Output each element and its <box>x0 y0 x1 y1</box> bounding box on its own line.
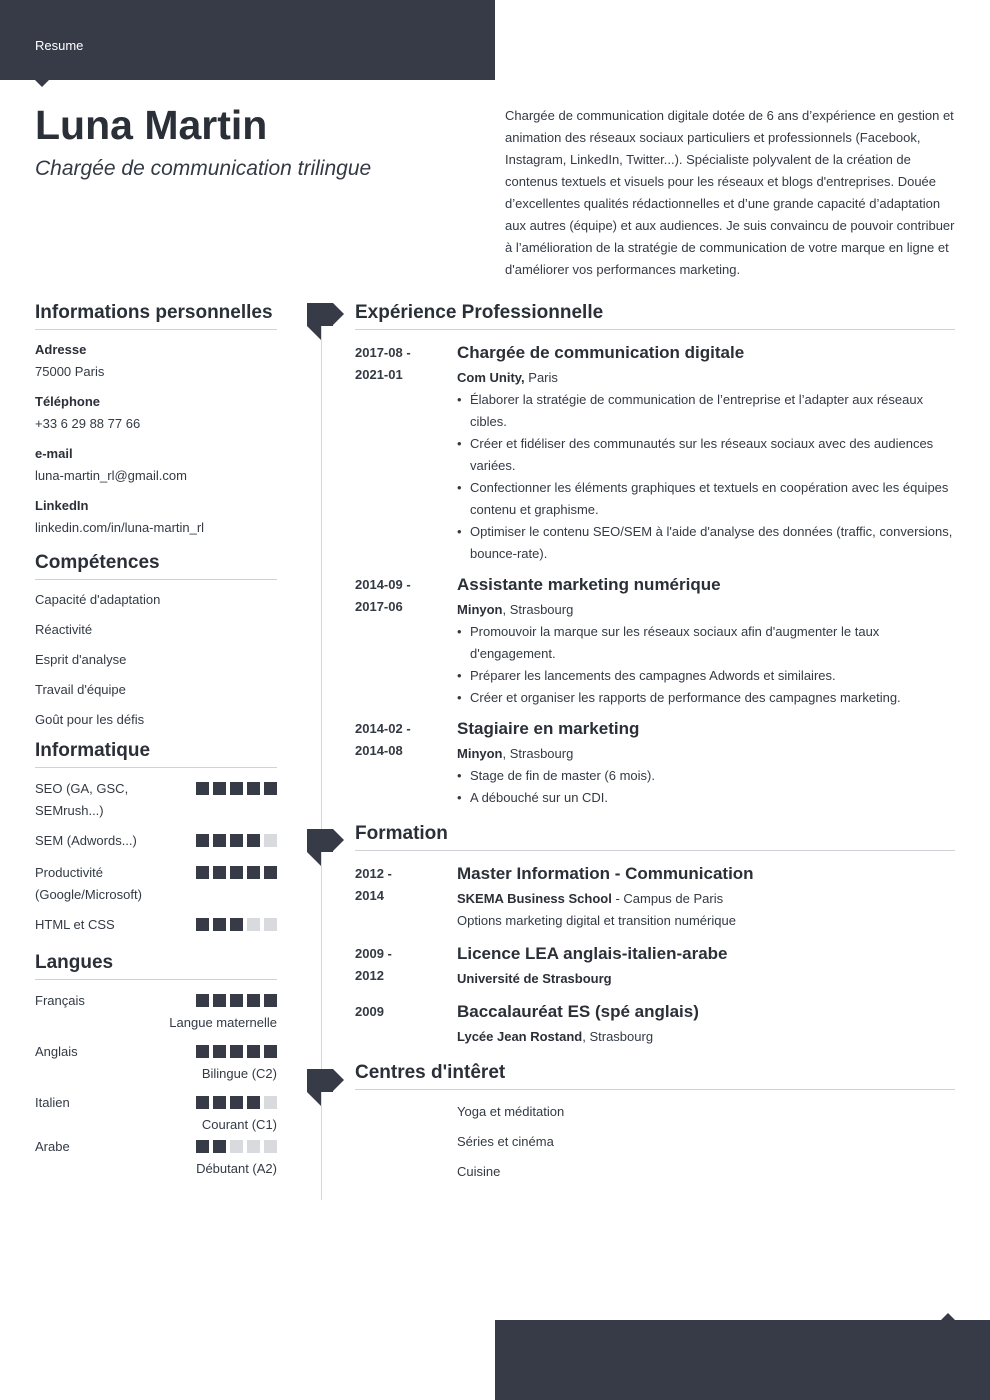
rating-dot-empty <box>264 834 277 847</box>
language-name: Anglais <box>35 1044 78 1059</box>
rating-dot-filled <box>230 918 243 931</box>
education-entry <box>355 863 955 932</box>
rating-dot-filled <box>213 994 226 1007</box>
entry-bullets <box>457 765 955 809</box>
rating-dot-filled <box>230 834 243 847</box>
interest-item: Yoga et méditation <box>457 1104 565 1119</box>
bullet-item: • Optimiser le contenu SEO/SEM à l'aide d'analyse des données (traffic, conversions, bounce-rate). <box>457 521 955 565</box>
interest-item: Séries et cinéma <box>457 1134 554 1149</box>
rating-dot-filled <box>247 1045 260 1058</box>
it-skill-name: HTML et CSS <box>35 917 115 932</box>
language-row <box>35 1136 277 1158</box>
rating-dot-empty <box>264 1096 277 1109</box>
language-level: Langue maternelle <box>169 1015 277 1030</box>
bullet-item: • Créer et fidéliser des communautés sur les réseaux sociaux avec des audiences variées. <box>457 433 955 477</box>
education-heading: Formation <box>355 823 955 851</box>
rating-dot-filled <box>196 1096 209 1109</box>
entry-body <box>457 574 955 709</box>
entry-bullets <box>457 621 955 709</box>
org-location: Paris <box>524 370 558 385</box>
entry-title: Stagiaire en marketing <box>457 719 640 738</box>
bullet-item: • Confectionner les éléments graphiques et textuels en coopération avec les équipes contenu et graphisme. <box>457 477 955 521</box>
candidate-name: Luna Martin <box>35 102 268 148</box>
header-notch <box>35 80 49 87</box>
rating-dot-filled <box>196 866 209 879</box>
skills-heading: Compétences <box>35 552 277 580</box>
rating-dot-filled <box>264 994 277 1007</box>
date-end: 2014-08 <box>355 743 403 758</box>
language-level: Courant (C1) <box>201 1117 277 1132</box>
entry-date <box>355 342 457 565</box>
bookmark-icon <box>307 829 344 866</box>
entry-body <box>457 863 955 932</box>
rating-dot-filled <box>196 834 209 847</box>
it-skill-name: SEO (GA, GSC, SEMrush...) <box>35 781 129 818</box>
it-heading: Informatique <box>35 740 277 768</box>
rating-dot-filled <box>247 1096 260 1109</box>
interest-item: Cuisine <box>457 1164 501 1179</box>
org-name: Université de Strasbourg <box>457 971 612 986</box>
org-location: , Strasbourg <box>582 1029 654 1044</box>
rating-dot-filled <box>196 1045 209 1058</box>
language-row <box>35 1041 277 1063</box>
rating-dot-filled <box>213 782 226 795</box>
rating-dot-filled <box>247 994 260 1007</box>
date-start: 2014-02 - <box>355 721 411 736</box>
address-label: Adresse <box>35 342 87 357</box>
org-name: Com Unity, <box>457 370 525 385</box>
skill-item: Travail d'équipe <box>35 682 126 697</box>
entry-title: Baccalauréat ES (spé anglais) <box>457 1002 699 1021</box>
rating-dots <box>196 782 277 795</box>
linkedin-value: linkedin.com/in/luna-martin_rl <box>35 520 205 535</box>
language-item <box>35 1092 277 1136</box>
entry-date <box>355 863 457 932</box>
language-name: Italien <box>35 1095 70 1110</box>
it-skill-name: Productivité (Google/Microsoft) <box>35 865 142 902</box>
entry-title: Assistante marketing numérique <box>457 575 721 594</box>
org-name: Minyon <box>457 602 503 617</box>
entry-title: Chargée de communication digitale <box>457 343 745 362</box>
entry-org <box>457 743 955 765</box>
language-row <box>35 990 277 1012</box>
rating-dot-filled <box>196 994 209 1007</box>
entry-org <box>457 367 955 389</box>
rating-dot-filled <box>247 782 260 795</box>
rating-dots <box>196 994 277 1007</box>
email-label: e-mail <box>35 446 73 461</box>
entry-date <box>355 574 457 709</box>
experience-entry <box>355 342 955 565</box>
interests-list <box>457 1093 955 1183</box>
entry-body <box>457 1001 955 1048</box>
rating-dots <box>196 1140 277 1153</box>
rating-dot-filled <box>230 1045 243 1058</box>
org-location: , Strasbourg <box>502 746 574 761</box>
entry-org <box>457 968 955 990</box>
languages-list <box>35 990 277 1180</box>
date-end: 2017-06 <box>355 599 403 614</box>
bullet-item: • Stage de fin de master (6 mois). <box>457 765 955 787</box>
it-skill-row <box>35 830 277 862</box>
date-end: 2012 <box>355 968 384 983</box>
rating-dot-filled <box>213 1140 226 1153</box>
experience-entry <box>355 718 955 809</box>
rating-dot-filled <box>230 866 243 879</box>
entry-body <box>457 342 955 565</box>
entry-org <box>457 599 955 621</box>
it-skill-row <box>35 862 277 914</box>
bullet-item: • A débouché sur un CDI. <box>457 787 955 809</box>
rating-dot-filled <box>247 866 260 879</box>
experience-entry <box>355 574 955 709</box>
rating-dot-filled <box>213 834 226 847</box>
org-location: - Campus de Paris <box>611 891 724 906</box>
language-name: Arabe <box>35 1139 70 1154</box>
linkedin-label: LinkedIn <box>35 498 89 513</box>
skill-item: Capacité d'adaptation <box>35 592 161 607</box>
entry-date <box>355 718 457 809</box>
education-entry <box>355 1001 955 1048</box>
it-skill-row <box>35 778 277 830</box>
language-item <box>35 1041 277 1092</box>
entry-org <box>457 1026 955 1048</box>
entry-title: Master Information - Communication <box>457 864 754 883</box>
phone-label: Téléphone <box>35 394 101 409</box>
rating-dot-filled <box>247 834 260 847</box>
rating-dots <box>196 918 277 931</box>
rating-dot-empty <box>230 1140 243 1153</box>
date-start: 2017-08 - <box>355 345 411 360</box>
org-name: Lycée Jean Rostand <box>457 1029 583 1044</box>
bookmark-icon <box>307 303 344 340</box>
bookmark-icon <box>307 1069 344 1106</box>
rating-dot-empty <box>264 918 277 931</box>
language-name: Français <box>35 993 85 1008</box>
right-column <box>355 302 955 1183</box>
rating-dot-filled <box>264 782 277 795</box>
bullet-item: • Élaborer la stratégie de communication de l’entreprise et l’adapter aux réseaux cibles. <box>457 389 955 433</box>
language-level: Bilingue (C2) <box>201 1066 277 1081</box>
entry-date <box>355 1001 457 1048</box>
rating-dot-filled <box>213 918 226 931</box>
entry-body <box>457 943 955 990</box>
org-name: Minyon <box>457 746 503 761</box>
address-value: 75000 Paris <box>35 364 105 379</box>
footer-notch <box>941 1313 955 1320</box>
personal-info-heading: Informations personnelles <box>35 302 277 330</box>
it-list <box>35 778 277 942</box>
org-name: SKEMA Business School <box>457 891 612 906</box>
rating-dots <box>196 866 277 879</box>
date-start: 2009 <box>355 1004 384 1019</box>
email-value: luna-martin_rl@gmail.com <box>35 468 187 483</box>
date-start: 2012 - <box>355 866 392 881</box>
skill-item: Goût pour les défis <box>35 712 145 727</box>
rating-dot-empty <box>264 1140 277 1153</box>
rating-dot-filled <box>230 994 243 1007</box>
rating-dot-filled <box>213 866 226 879</box>
experience-heading: Expérience Professionnelle <box>355 302 955 330</box>
rating-dot-filled <box>264 1045 277 1058</box>
it-skill-name: SEM (Adwords...) <box>35 833 137 848</box>
candidate-job-title: Chargée de communication trilingue <box>35 157 372 180</box>
header-tab-label: Resume <box>35 38 84 53</box>
language-item <box>35 1136 277 1180</box>
entry-date <box>355 943 457 990</box>
rating-dots <box>196 1096 277 1109</box>
left-column <box>35 302 277 1180</box>
languages-heading: Langues <box>35 952 277 980</box>
entry-org <box>457 888 955 910</box>
language-row <box>35 1092 277 1114</box>
bullet-item: • Promouvoir la marque sur les réseaux sociaux afin d'augmenter le taux d'engagement. <box>457 621 955 665</box>
rating-dot-filled <box>196 1140 209 1153</box>
date-start: 2009 - <box>355 946 392 961</box>
rating-dot-empty <box>247 918 260 931</box>
rating-dot-empty <box>247 1140 260 1153</box>
date-start: 2014-09 - <box>355 577 411 592</box>
rating-dot-filled <box>213 1045 226 1058</box>
rating-dots <box>196 834 277 847</box>
education-entry <box>355 943 955 990</box>
phone-value: +33 6 29 88 77 66 <box>35 416 141 431</box>
entry-note: Options marketing digital et transition numérique <box>457 913 736 928</box>
date-end: 2021-01 <box>355 367 403 382</box>
language-item <box>35 990 277 1041</box>
language-level: Débutant (A2) <box>196 1161 277 1176</box>
entry-bullets <box>457 389 955 565</box>
rating-dots <box>196 1045 277 1058</box>
skill-item: Réactivité <box>35 622 93 637</box>
rating-dot-filled <box>230 782 243 795</box>
interests-heading: Centres d'intêret <box>355 1062 955 1090</box>
rating-dot-filled <box>196 782 209 795</box>
org-location: , Strasbourg <box>502 602 574 617</box>
rating-dot-filled <box>264 866 277 879</box>
profile-summary: Chargée de communication digitale dotée de 6 ans d’expérience en gestion et animation des réseaux sociaux particuliers et professionnels (Facebook, Instagram, LinkedIn, Twitter...). Spécialiste polyvalent de la création de contenus textuels et visuels pour les réseaux et blogs d'entreprises. Douée d’excellentes qualités rédactionnelles et d’une grande capacité d’adaptation aux autres (équipe) et aux audiences. Je suis convaincu de pouvoir contribuer à l’amélioration de la stratégie de communication de votre marque en ligne et d'améliorer vos performances marketing. <box>505 108 955 277</box>
bullet-item: • Préparer les lancements des campagnes Adwords et similaires. <box>457 665 955 687</box>
skill-item: Esprit d'analyse <box>35 652 127 667</box>
rating-dot-filled <box>213 1096 226 1109</box>
personal-info-list <box>35 339 277 539</box>
header-bar <box>0 0 495 80</box>
rating-dot-filled <box>230 1096 243 1109</box>
it-skill-row <box>35 914 277 942</box>
entry-title: Licence LEA anglais-italien-arabe <box>457 944 728 963</box>
footer-bar <box>495 1320 990 1400</box>
entry-body <box>457 718 955 809</box>
skills-list <box>35 580 277 730</box>
rating-dot-filled <box>196 918 209 931</box>
date-end: 2014 <box>355 888 384 903</box>
bullet-item: • Créer et organiser les rapports de performance des campagnes marketing. <box>457 687 955 709</box>
